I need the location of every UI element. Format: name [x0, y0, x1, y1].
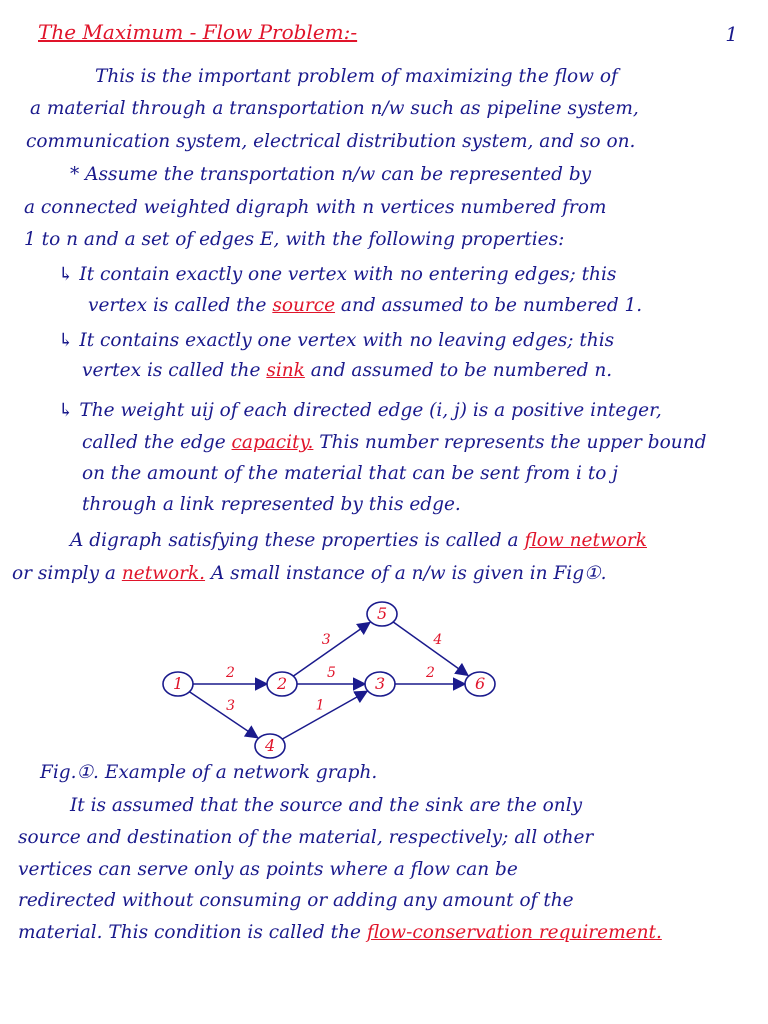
edge-capacity-label: 4 — [433, 632, 443, 649]
line-segment: A small instance of a n/w is given in Fig①. — [210, 563, 607, 584]
text-line — [12, 563, 607, 584]
line-segment: This number represents the upper bound — [319, 432, 707, 453]
edge-capacity-label: 5 — [327, 665, 336, 681]
node-label: 2 — [277, 674, 288, 693]
term-network: network. — [121, 563, 206, 584]
line-segment: material. This condition is called the — [18, 922, 361, 943]
line-segment: called the edge — [82, 432, 226, 453]
edge-capacity-label: 2 — [226, 665, 235, 681]
text-line: ↳ It contain exactly one vertex with no entering edges; this — [58, 264, 617, 285]
text-line: This is the important problem of maximizing the flow of — [95, 66, 618, 87]
node-label: 6 — [475, 674, 486, 693]
text-line: redirected without consuming or adding any amount of the — [18, 890, 574, 911]
term-flow-conservation: flow-conservation requirement. — [366, 922, 662, 943]
line-segment: A digraph satisfying these properties is called a — [70, 530, 519, 551]
text-line: communication system, electrical distribution system, and so on. — [26, 131, 636, 152]
text-line — [18, 922, 662, 943]
node-label: 5 — [377, 604, 388, 623]
node-label: 4 — [265, 736, 276, 755]
page-title: The Maximum - Flow Problem:- — [38, 20, 358, 44]
text-line: It is assumed that the source and the sink are the only — [70, 795, 583, 816]
text-line: * Assume the transportation n/w can be represented by — [70, 164, 592, 185]
text-line: ↳ It contains exactly one vertex with no leaving edges; this — [58, 330, 615, 351]
term-flow-network: flow network — [524, 530, 647, 551]
text-line — [70, 530, 647, 551]
text-line — [82, 360, 612, 381]
term-capacity: capacity. — [231, 432, 314, 453]
text-line: through a link represented by this edge. — [82, 494, 461, 515]
text-line: a material through a transportation n/w such as pipeline system, — [30, 98, 639, 119]
edge-capacity-label: 2 — [426, 665, 435, 681]
text-line: 1 to n and a set of edges E, with the following properties: — [24, 229, 565, 250]
text-line: source and destination of the material, respectively; all other — [18, 827, 594, 848]
node-label: 1 — [173, 674, 184, 693]
text-line — [82, 432, 706, 453]
node-label: 3 — [375, 674, 386, 693]
text-line: a connected weighted digraph with n vertices numbered from — [24, 197, 607, 218]
edge-capacity-label: 3 — [321, 631, 331, 648]
line-segment: vertex is called the — [82, 360, 261, 381]
text-line — [88, 295, 642, 316]
text-line: vertices can serve only as points where a flow can be — [18, 859, 518, 880]
edge-capacity-label: 1 — [315, 697, 325, 714]
page-number: 1 — [725, 22, 738, 46]
line-segment: and assumed to be numbered n. — [310, 360, 613, 381]
edge-capacity-label: 3 — [226, 697, 236, 714]
edge-4-3 — [282, 691, 367, 739]
text-line: on the amount of the material that can be sent from i to j — [82, 463, 619, 484]
line-segment: vertex is called the — [88, 295, 267, 316]
term-sink: sink — [266, 360, 305, 381]
line-segment: or simply a — [12, 563, 116, 584]
line-segment: and assumed to be numbered 1. — [340, 295, 643, 316]
text-line: ↳ The weight uij of each directed edge (i, j) is a positive integer, — [58, 400, 662, 421]
network-graph — [150, 598, 520, 770]
edge-1-4 — [190, 692, 258, 738]
figure-caption: Fig.①. Example of a network graph. — [40, 762, 378, 783]
term-source: source — [272, 295, 336, 316]
